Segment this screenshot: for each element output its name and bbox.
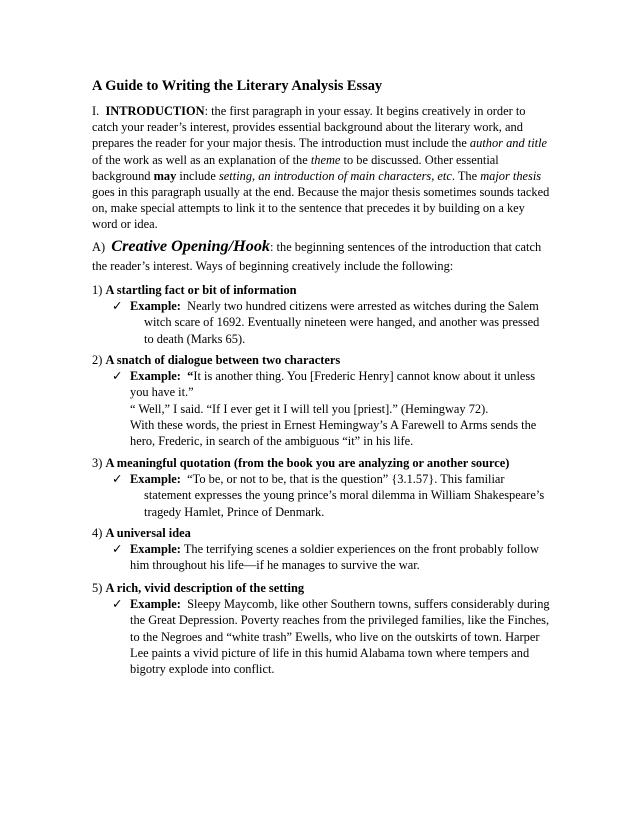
example-dialogue-line: “ Well,” I said. “If I ever get it I will tell you [priest].” (Hemingway 72). xyxy=(130,401,489,416)
intro-text-2: of the work as well as an explanation of the xyxy=(92,152,311,167)
example-text-continued: statement expresses the young prince’s moral dilemma in William Shakespeare’s tragedy Hamlet, Prince of Denmark. xyxy=(144,488,545,519)
example-item xyxy=(92,541,550,573)
example-label: Example: xyxy=(130,299,181,314)
section-heading: A rich, vivid description of the setting xyxy=(105,581,305,595)
section-dialogue xyxy=(92,352,550,449)
checkmark-icon: ✓ xyxy=(112,597,123,612)
hook-heading: Creative Opening/Hook xyxy=(111,237,271,255)
example-item xyxy=(92,596,550,677)
intro-italic-setting: setting, an introduction of main characters, etc xyxy=(218,168,452,183)
section-heading: A meaningful quotation (from the book you are analyzing or another source) xyxy=(105,456,510,470)
intro-heading: INTRODUCTION xyxy=(105,104,205,118)
checkmark-icon: ✓ xyxy=(112,542,123,557)
intro-text-4: include xyxy=(176,168,219,183)
intro-text-5: . The xyxy=(451,168,481,183)
intro-italic-theme: theme xyxy=(310,152,341,167)
example-text: Sleepy Maycomb, like other Southern towns, suffers considerably during the Great Depression. Poverty reaches from the privileged families, like the Finches, to the Negroes and “white trash” Ewells, who live on the outskirts of town. Harper Lee paints a vivid picture of life in this humid Alabama town where tempers and bigotry explode into conflict. xyxy=(130,597,550,677)
intro-text-1: : the first paragraph in your essay. It begins creatively in order to catch your reader’s interest, provides essential background about the literary work, and prepares the reader for your major thesis. The introduction must include the xyxy=(92,104,526,151)
checkmark-icon: ✓ xyxy=(112,299,123,314)
example-explanation: With these words, the priest in Ernest Hemingway’s A Farewell to Arms sends the hero, Frederic, in search of the ambiguous “it” in his life. xyxy=(130,417,537,449)
section-number: 4) xyxy=(92,526,103,540)
example-text-continued: witch scare of 1692. Eventually nineteen were hanged, and another was pressed to death (Marks 65). xyxy=(144,315,540,346)
example-item xyxy=(92,471,550,520)
example-text: “To be, or not to be, that is the question” {3.1.57}. This familiar xyxy=(187,472,505,487)
intro-text-6: goes in this paragraph usually at the end. Because the major thesis sometimes sounds tacked on, make special attempts to link it to the sentence that precedes it by building on a key word or idea. xyxy=(92,185,550,232)
example-text: The terrifying scenes a soldier experiences on the front probably follow him throughout his life—if he manages to survive the war. xyxy=(130,542,539,573)
checkmark-icon: ✓ xyxy=(112,369,123,384)
section-number: 3) xyxy=(92,456,103,470)
intro-text-3: to be discussed. Other essential background xyxy=(92,152,499,183)
intro-italic-major-thesis: major thesis xyxy=(480,168,542,183)
example-label: Example: xyxy=(130,472,181,487)
section-number: 2) xyxy=(92,353,103,367)
hook-paragraph xyxy=(92,237,550,276)
section-number: 1) xyxy=(92,283,103,297)
example-label: Example: xyxy=(130,542,181,557)
example-label: Example: xyxy=(130,369,181,384)
intro-italic-author-title: author and title xyxy=(469,136,548,151)
section-number: 5) xyxy=(92,581,103,595)
example-text: It is another thing. You [Frederic Henry] cannot know about it unless you have it.” xyxy=(130,369,536,400)
section-setting-description xyxy=(92,580,550,677)
document-title: A Guide to Writing the Literary Analysis Essay xyxy=(92,78,383,94)
section-quotation xyxy=(92,455,550,520)
example-text: Nearly two hundred citizens were arrested as witches during the Salem xyxy=(187,299,539,314)
intro-numeral: I. xyxy=(92,104,100,118)
example-quote-mark: “ xyxy=(187,369,194,384)
section-startling-fact xyxy=(92,282,550,347)
hook-prefix: A) xyxy=(92,240,106,254)
checkmark-icon: ✓ xyxy=(112,472,123,487)
example-item xyxy=(92,298,550,347)
example-item xyxy=(92,368,550,449)
section-heading: A universal idea xyxy=(105,526,191,540)
introduction-paragraph xyxy=(92,103,550,233)
section-heading: A startling fact or bit of information xyxy=(105,283,297,297)
section-universal-idea xyxy=(92,525,550,574)
section-heading: A snatch of dialogue between two characters xyxy=(105,353,341,367)
hook-text: : the beginning sentences of the introduction that catch the reader’s interest. Ways of beginning creatively include the following: xyxy=(92,240,542,273)
intro-bold-may: may xyxy=(153,168,177,183)
example-label: Example: xyxy=(130,597,181,612)
